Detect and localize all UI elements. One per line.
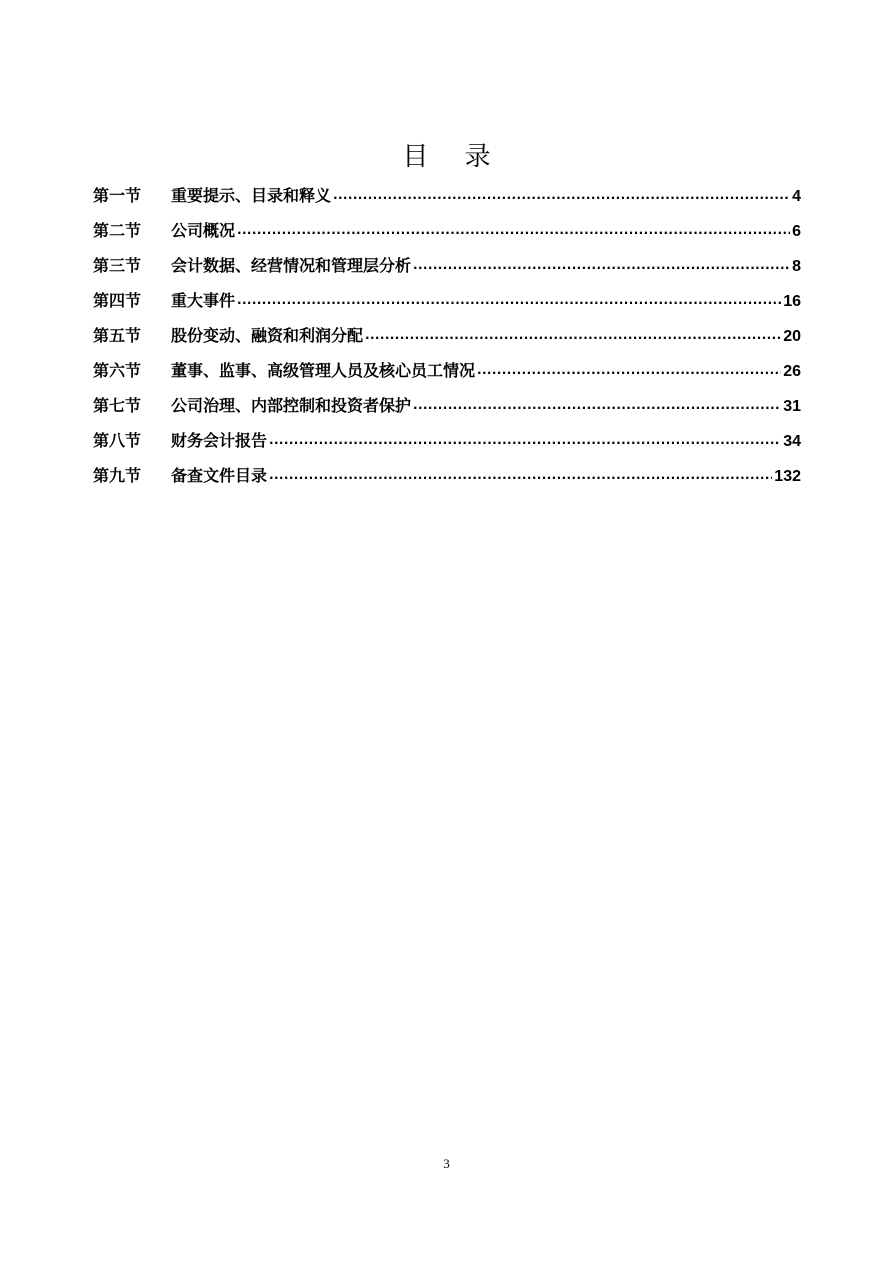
toc-page-number: 4	[792, 188, 801, 205]
toc-section-number: 第六节	[93, 361, 142, 380]
toc-section-title: 会计数据、经营情况和管理层分析	[171, 256, 412, 275]
toc-page-number: 8	[792, 258, 801, 275]
toc-section-title: 备查文件目录	[171, 466, 268, 485]
toc-section-title: 重大事件	[171, 291, 236, 310]
toc-section-title: 财务会计报告	[171, 431, 268, 450]
toc-dot-leader	[237, 216, 790, 243]
toc-section-number: 第三节	[93, 256, 142, 275]
toc-entry[interactable]	[93, 428, 801, 463]
toc-page-number: 16	[783, 293, 801, 310]
toc-page-number: 26	[783, 363, 801, 380]
toc-entry[interactable]	[93, 323, 801, 358]
toc-section-title: 股份变动、融资和利润分配	[171, 326, 364, 345]
toc-dot-leader	[269, 461, 772, 488]
toc-dot-leader	[237, 286, 781, 313]
toc-section-title: 公司概况	[171, 221, 236, 240]
toc-entry[interactable]	[93, 218, 801, 253]
toc-entry[interactable]	[93, 358, 801, 393]
toc-dot-leader	[413, 251, 790, 278]
page-title: 目 录	[402, 142, 505, 172]
toc-section-title: 重要提示、目录和释义	[171, 186, 332, 205]
toc-section-number: 第一节	[93, 186, 142, 205]
toc-section-number: 第五节	[93, 326, 142, 345]
toc-page-number: 31	[783, 398, 801, 415]
toc-page-number: 34	[783, 433, 801, 450]
toc-dot-leader	[333, 181, 790, 208]
toc-entry[interactable]	[93, 463, 801, 498]
toc-page-number: 20	[783, 328, 801, 345]
toc-entry[interactable]	[93, 183, 801, 218]
toc-section-number: 第九节	[93, 466, 142, 485]
page-number: 3	[443, 1156, 450, 1171]
toc-entry[interactable]	[93, 288, 801, 323]
toc-dot-leader	[413, 391, 781, 418]
toc-section-number: 第八节	[93, 431, 142, 450]
toc-dot-leader	[269, 426, 781, 453]
toc-dot-leader	[365, 321, 781, 348]
toc-page-number: 132	[774, 468, 801, 485]
toc-dot-leader	[477, 356, 781, 383]
toc-entry[interactable]	[93, 253, 801, 288]
table-of-contents	[93, 183, 801, 498]
toc-entry[interactable]	[93, 393, 801, 428]
toc-section-title: 公司治理、内部控制和投资者保护	[171, 396, 412, 415]
toc-section-number: 第七节	[93, 396, 142, 415]
toc-section-title: 董事、监事、高级管理人员及核心员工情况	[171, 361, 476, 380]
toc-page-number: 6	[792, 223, 801, 240]
toc-section-number: 第二节	[93, 221, 142, 240]
toc-section-number: 第四节	[93, 291, 142, 310]
